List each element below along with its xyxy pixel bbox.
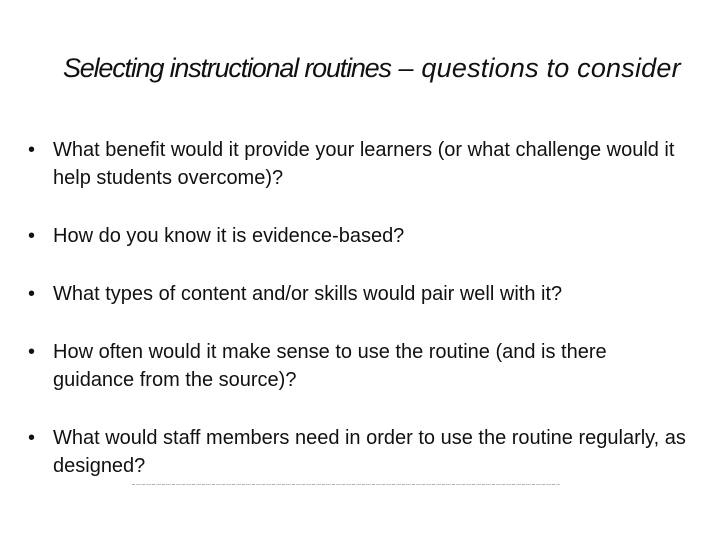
question-text: What benefit would it provide your learners (or what challenge would it help students overcome)? bbox=[53, 139, 675, 189]
slide-title-emphasis: Selecting instructional routines bbox=[63, 53, 391, 83]
question-item bbox=[28, 280, 688, 308]
bullet-icon: • bbox=[28, 341, 36, 363]
slide-title-rest: – questions to consider bbox=[390, 53, 681, 83]
question-item bbox=[28, 424, 688, 480]
bullet-icon: • bbox=[28, 139, 36, 161]
question-item bbox=[28, 136, 688, 192]
question-text: What would staff members need in order to use the routine regularly, as designed? bbox=[53, 427, 686, 477]
bullet-icon: • bbox=[28, 225, 36, 247]
bullet-icon: • bbox=[28, 283, 36, 305]
bullet-icon: • bbox=[28, 427, 36, 449]
faint-artifact-line bbox=[132, 484, 560, 485]
question-text: How do you know it is evidence-based? bbox=[53, 225, 405, 247]
question-item bbox=[28, 222, 688, 250]
question-item bbox=[28, 338, 688, 394]
question-text: What types of content and/or skills would pair well with it? bbox=[53, 283, 563, 305]
question-text: How often would it make sense to use the routine (and is there guidance from the source)? bbox=[53, 341, 607, 391]
